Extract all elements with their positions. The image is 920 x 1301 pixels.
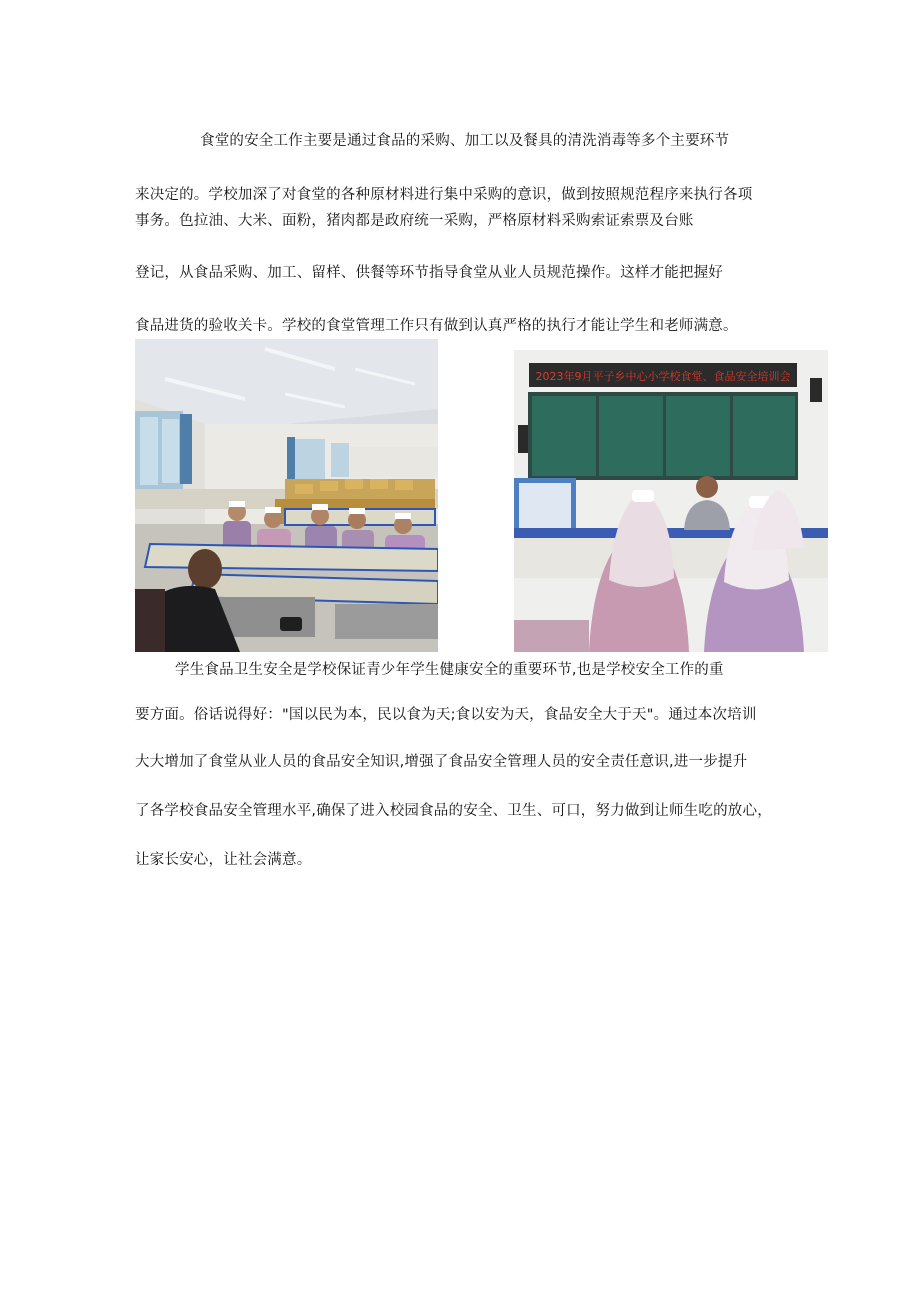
text-line: 食堂的安全工作主要是通过食品的采购、加工以及餐具的清洗消毒等多个主要环节 (200, 133, 730, 149)
banner-text: 2023年9月平子乡中心小学校食堂、食品安全培训会 (535, 370, 791, 383)
text-line: 让家长安心，让社会满意。 (135, 852, 312, 868)
text-line: 事务。色拉油、大米、面粉，猪肉都是政府统一采购，严格原材料采购索证索票及台账 (135, 213, 694, 229)
text-line: 食品进货的验收关卡。学校的食堂管理工作只有做到认真严格的执行才能让学生和老师满意。 (135, 318, 738, 334)
photo-training-meeting (514, 350, 828, 652)
text-line: 大大增加了食堂从业人员的食品安全知识,增强了食品安全管理人员的安全责任意识,进一步提升 (135, 754, 748, 770)
text-line: 来决定的。学校加深了对食堂的各种原材料进行集中采购的意识，做到按照规范程序来执行各项 (135, 187, 753, 203)
text-line: 要方面。俗话说得好："国以民为本，民以食为天;食以安为天，食品安全大于天"。通过本次培训 (135, 707, 757, 723)
photo-training-classroom (135, 339, 438, 652)
text-line: 学生食品卫生安全是学校保证青少年学生健康安全的重要环节,也是学校安全工作的重 (175, 662, 724, 678)
text-line: 登记，从食品采购、加工、留样、供餐等环节指导食堂从业人员规范操作。这样才能把握好 (135, 265, 723, 281)
text-line: 了各学校食品安全管理水平,确保了进入校园食品的安全、卫生、可口，努力做到让师生吃的放心， (135, 803, 772, 819)
